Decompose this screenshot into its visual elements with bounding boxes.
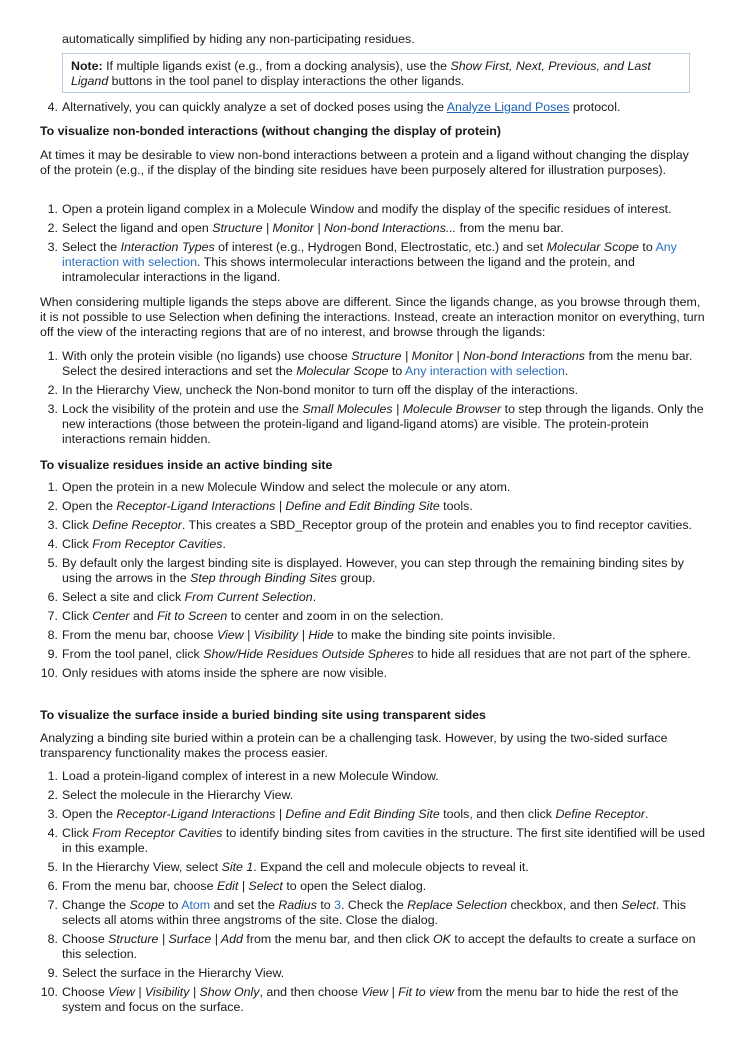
list-item: 6. From the menu bar, choose Edit | Select to open the Select dialog. bbox=[47, 879, 427, 893]
list-item: 1. Open a protein ligand complex in a Molecule Window and modify the display of the specific residues of interest. bbox=[47, 202, 672, 216]
section-heading-nonbonded: To visualize non-bonded interactions (without changing the display of protein) bbox=[40, 124, 501, 138]
list-item: 7. Click Center and Fit to Screen to center and zoom in on the selection. bbox=[47, 609, 444, 623]
nonbonded-steps bbox=[40, 202, 706, 285]
list-item: 3. Open the Receptor-Ligand Interactions | Define and Edit Binding Site tools, and then click Define Receptor. bbox=[47, 807, 649, 821]
list-item: 2. In the Hierarchy View, uncheck the Non-bond monitor to turn off the display of the interactions. bbox=[47, 383, 579, 397]
list-item: 3. Select the Interaction Types of interest (e.g., Hydrogen Bond, Electrostatic, etc.) and set Molecular Scope to Any interaction with selection. This shows intermolecular interactions between the ligand and the protein, and intramolecular interactions in the ligand. bbox=[47, 240, 677, 284]
list-item: 7. Change the Scope to Atom and set the Radius to 3. Check the Replace Selection checkbox, and then Select. This selects all atoms within three angstroms of the site. Close the dialog. bbox=[47, 898, 686, 927]
section-heading-active-site: To visualize residues inside an active binding site bbox=[40, 458, 333, 472]
list-item: 2. Open the Receptor-Ligand Interactions | Define and Edit Binding Site tools. bbox=[47, 499, 473, 513]
analyze-ligand-poses-link[interactable]: Analyze Ligand Poses bbox=[446, 100, 570, 114]
list-item: 2. Select the molecule in the Hierarchy View. bbox=[47, 788, 294, 802]
list-item: 8. Choose Structure | Surface | Add from the menu bar, and then click OK to accept the defaults to create a surface on this selection. bbox=[47, 932, 696, 961]
multi-ligand-steps bbox=[40, 349, 706, 447]
active-site-steps bbox=[40, 480, 706, 681]
list-item: 5. In the Hierarchy View, select Site 1. Expand the cell and molecule objects to reveal it. bbox=[47, 860, 529, 874]
list-item: 5. By default only the largest binding site is displayed. However, you can step through the remaining binding sites by using the arrows in the Step through Binding Sites group. bbox=[47, 556, 684, 585]
list-item: 2. Select the ligand and open Structure | Monitor | Non-bond Interactions... from the menu bar. bbox=[47, 221, 564, 235]
list-item: 4. Click From Receptor Cavities to identify binding sites from cavities in the structure. The first site identified will be used in this example. bbox=[47, 826, 705, 855]
note-text-end: buttons in the tool panel to display interactions the other ligands. bbox=[108, 74, 465, 88]
note-text: If multiple ligands exist (e.g., from a docking analysis), use the bbox=[102, 59, 451, 73]
list-item: 9. From the tool panel, click Show/Hide Residues Outside Spheres to hide all residues that are not part of the sphere. bbox=[47, 647, 691, 661]
note-italic: Show First, Next, Previous, and Last Ligand bbox=[71, 59, 651, 88]
list-item: 3. Lock the visibility of the protein and use the Small Molecules | Molecule Browser to step through the ligands. Only the new interactions (those between the protein-ligand and ligand-ligand atoms) are visible. The protein-protein interactions remain hidden. bbox=[47, 402, 704, 446]
top-line: automatically simplified by hiding any non-participating residues. bbox=[62, 32, 415, 46]
section-heading-surface: To visualize the surface inside a buried binding site using transparent sides bbox=[40, 708, 486, 722]
list-item: 1. With only the protein visible (no ligands) use choose Structure | Monitor | Non-bond Interactions from the menu bar. Select the desired interactions and set the Molecular Scope to Any interaction with selection. bbox=[47, 349, 693, 378]
list-item: 3. Click Define Receptor. This creates a SBD_Receptor group of the protein and enables you to find receptor cavities. bbox=[47, 518, 692, 532]
list-item: 1. Open the protein in a new Molecule Window and select the molecule or any atom. bbox=[47, 480, 511, 494]
list-item: 1. Load a protein-ligand complex of interest in a new Molecule Window. bbox=[47, 769, 439, 783]
scope-value: Any interaction with selection bbox=[62, 240, 677, 269]
note-box bbox=[62, 53, 690, 93]
surface-steps bbox=[40, 769, 706, 1015]
list-item: 10. Only residues with atoms inside the sphere are now visible. bbox=[40, 666, 388, 680]
list-item: 9. Select the surface in the Hierarchy View. bbox=[47, 966, 285, 980]
multi-ligand-paragraph: When considering multiple ligands the steps above are different. Since the ligands change, as you browse through them, it is not possible to use Selection when defining the interactions. Instead, create an interaction monitor on everything, turn off the view of the interacting regions that are of no interest, and browse through the ligands: bbox=[40, 295, 705, 339]
list-item: 6. Select a site and click From Current Selection. bbox=[47, 590, 317, 604]
list-item: 4. Click From Receptor Cavities. bbox=[47, 537, 226, 551]
note-label: Note: bbox=[71, 59, 103, 73]
list-item: 10. Choose View | Visibility | Show Only, and then choose View | Fit to view from the menu bar to hide the rest of the system and focus on the surface. bbox=[40, 985, 679, 1014]
list-item: 8. From the menu bar, choose View | Visibility | Hide to make the binding site points invisible. bbox=[47, 628, 556, 642]
step-4-list bbox=[40, 100, 710, 115]
list-item: 4. Alternatively, you can quickly analyze a set of docked poses using the Analyze Ligand Poses protocol. bbox=[47, 100, 621, 114]
section-intro: At times it may be desirable to view non-bond interactions between a protein and a ligand without changing the display of the protein (e.g., if the display of the binding site residues have been purposely altered for illustration purposes). bbox=[40, 148, 689, 177]
surface-intro: Analyzing a binding site buried within a protein can be a challenging task. However, by using the two-sided surface transparency functionality makes the process easier. bbox=[40, 731, 668, 760]
